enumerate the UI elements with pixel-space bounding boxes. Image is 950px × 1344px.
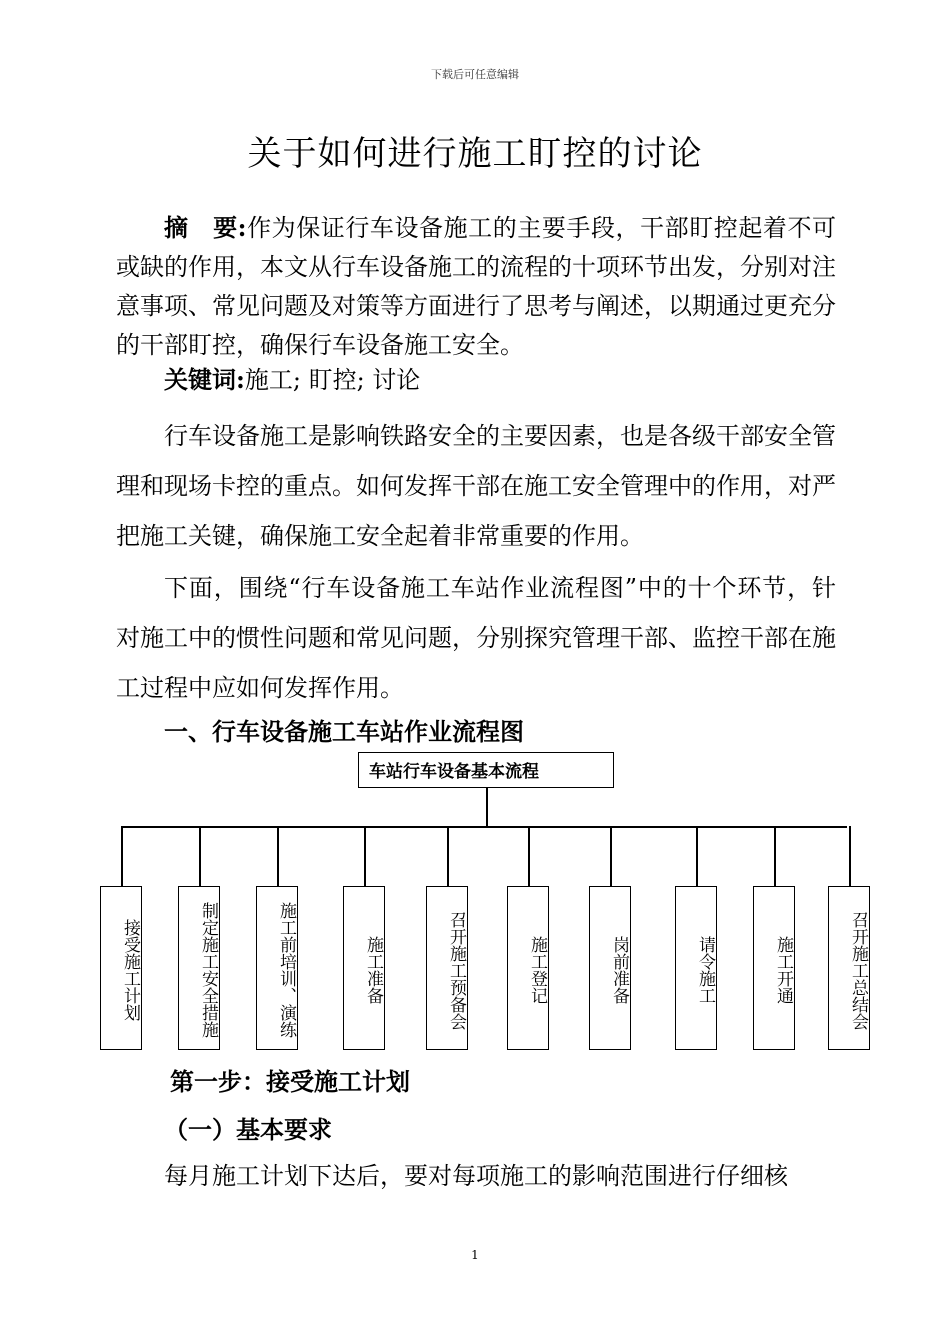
flowchart-connector-1 <box>121 826 123 886</box>
flowchart-step-2: 制定施工安全措施 <box>178 886 220 1050</box>
abstract-text: 作为保证行车设备施工的主要手段，干部盯控起着不可或缺的作用，本文从行车设备施工的流程的十项环节出发，分别对注意事项、常见问题及对策等方面进行了思考与阐述，以期通过更充分的干部盯控，确保行车设备施工安全。 <box>116 214 837 359</box>
flowchart-step-9: 施工开通 <box>753 886 795 1050</box>
flowchart-root-connector <box>486 788 488 826</box>
flowchart-connector-8 <box>696 826 698 886</box>
keywords-text: 施工; 盯控; 讨论 <box>244 366 421 394</box>
step1-heading: 第一步：接受施工计划 <box>170 1068 410 1096</box>
keywords-label: 关键词: <box>164 365 245 394</box>
sub-heading-basic-requirements: （一）基本要求 <box>164 1116 332 1144</box>
abstract-paragraph <box>116 208 836 365</box>
flowchart-connector-9 <box>774 826 776 886</box>
header-note: 下载后可任意编辑 <box>431 68 519 81</box>
body-paragraph-2: 下面，围绕“行车设备施工车站作业流程图”中的十个环节，针对施工中的惯性问题和常见问题，分别探究管理干部、监控干部在施工过程中应如何发挥作用。 <box>116 574 836 702</box>
flowchart-step-5: 召开施工预备会 <box>426 886 468 1050</box>
flowchart-step-3: 施工前培训、演练 <box>256 886 298 1050</box>
section-heading-flowchart: 一、行车设备施工车站作业流程图 <box>164 718 524 746</box>
flowchart-connector-6 <box>528 826 530 886</box>
flowchart-step-10: 召开施工总结会 <box>828 886 870 1050</box>
flowchart-branch-line <box>121 826 847 828</box>
flowchart-connector-10 <box>849 826 851 886</box>
flowchart-step-4: 施工准备 <box>343 886 385 1050</box>
abstract-label: 摘 要: <box>164 213 247 242</box>
flowchart-connector-3 <box>277 826 279 886</box>
body-paragraph-3: 每月施工计划下达后，要对每项施工的影响范围进行仔细核 <box>164 1162 788 1190</box>
flowchart <box>96 748 876 1058</box>
flowchart-connector-7 <box>610 826 612 886</box>
body-paragraph-1: 行车设备施工是影响铁路安全的主要因素，也是各级干部安全管理和现场卡控的重点。如何发挥干部在施工安全管理中的作用，对严把施工关键，确保施工安全起着非常重要的作用。 <box>116 422 836 550</box>
flowchart-connector-5 <box>447 826 449 886</box>
flowchart-step-7: 岗前准备 <box>589 886 631 1050</box>
flowchart-root-box: 车站行车设备基本流程 <box>358 752 614 788</box>
flowchart-step-6: 施工登记 <box>507 886 549 1050</box>
flowchart-step-8: 请令施工 <box>675 886 717 1050</box>
keywords-paragraph <box>116 364 836 396</box>
flowchart-connector-2 <box>199 826 201 886</box>
page-number: 1 <box>471 1248 479 1262</box>
flowchart-step-1: 接受施工计划 <box>100 886 142 1050</box>
flowchart-connector-4 <box>364 826 366 886</box>
document-title: 关于如何进行施工盯控的讨论 <box>247 134 703 174</box>
